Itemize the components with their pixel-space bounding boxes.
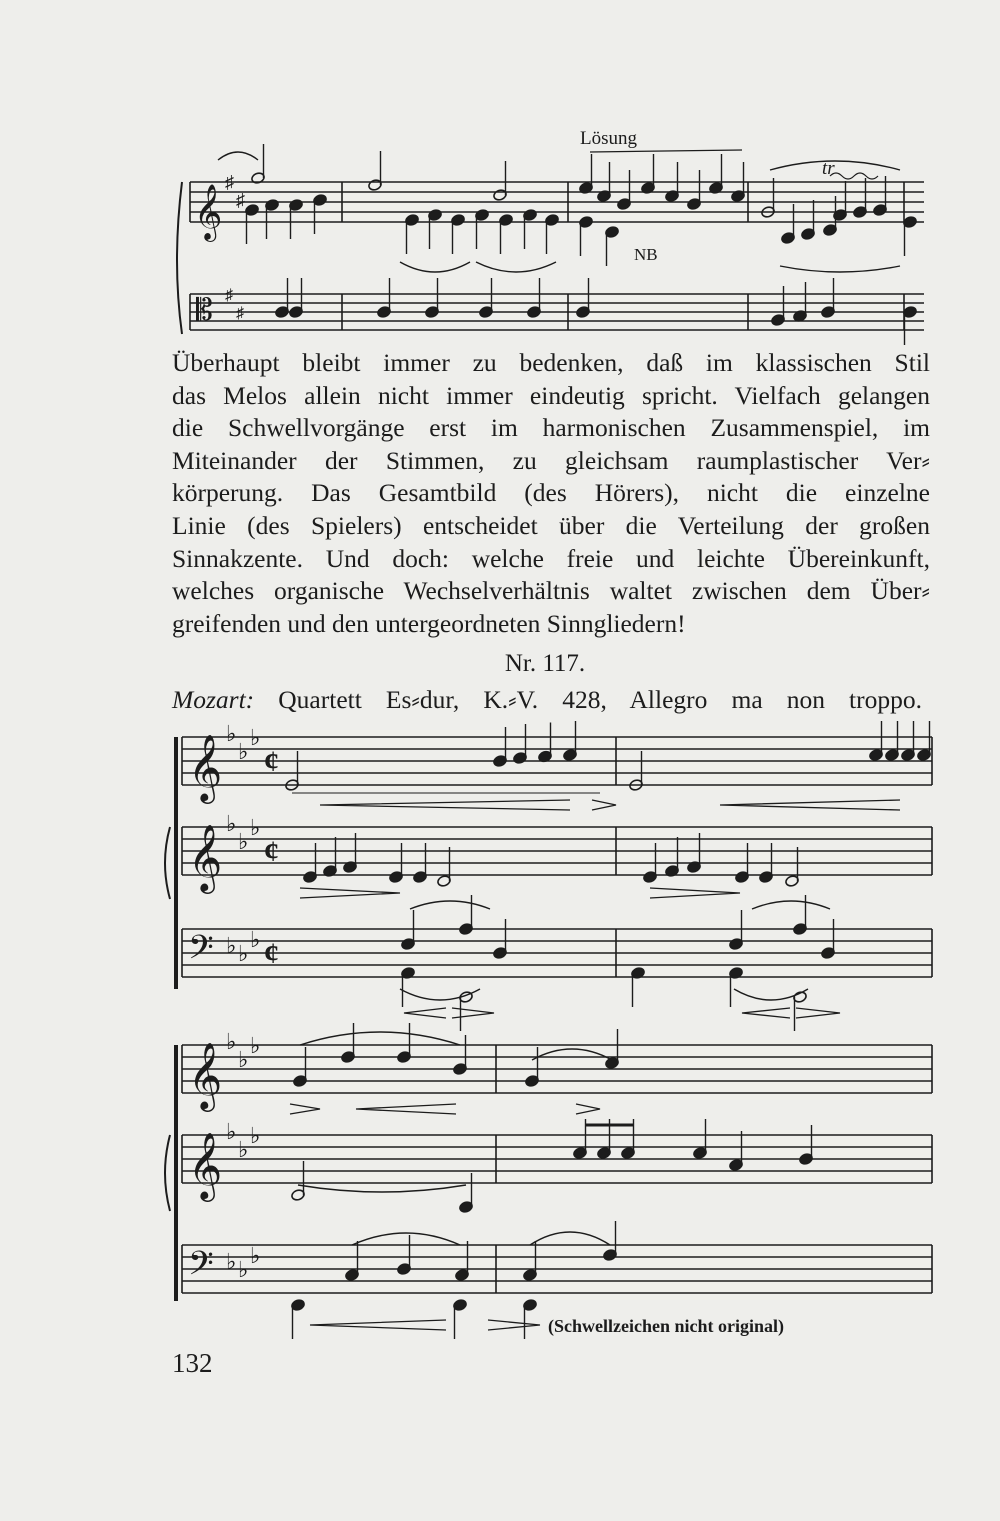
- flat-icon: ♭: [238, 1257, 249, 1282]
- paragraph-line: körperung. Das Gesamtbild (des Hörers), nicht die einzelne: [172, 478, 930, 508]
- slur: [476, 262, 556, 272]
- brace-icon: [177, 182, 182, 334]
- flat-icon: ♭: [238, 1137, 249, 1162]
- clef-icon: 𝄞: [188, 1131, 223, 1199]
- flat-icon: ♭: [226, 811, 237, 836]
- trill-wave: [830, 173, 878, 179]
- slur: [300, 1032, 460, 1045]
- clef-icon: 𝄞: [188, 733, 223, 801]
- work-title: Quartett Es⸗dur, K.⸗V. 428, Allegro ma non troppo.: [278, 685, 923, 714]
- body-paragraph: [172, 347, 930, 640]
- slur: [780, 266, 900, 272]
- slur: [752, 901, 830, 909]
- flat-icon: ♭: [226, 1029, 237, 1054]
- flat-icon: ♭: [250, 815, 261, 840]
- beam: [590, 150, 742, 152]
- paragraph-line: Sinnakzente. Und doch: welche freie und leichte Übereinkunft,: [172, 543, 930, 573]
- music-example-mozart: [0, 715, 1000, 1345]
- slur: [770, 161, 900, 170]
- flat-icon: ♭: [250, 725, 261, 750]
- paragraph-line: Miteinander der Stimmen, zu gleichsam raumplastischer Ver⸗: [172, 445, 930, 475]
- sharp-icon: ♯: [236, 305, 244, 322]
- brace-icon: [165, 827, 170, 899]
- flat-icon: ♭: [238, 941, 249, 966]
- sharp-icon: ♯: [236, 190, 245, 210]
- paragraph-line: welches organische Wechselverhältnis waltet zwischen dem Über⸗: [172, 576, 930, 606]
- slur: [532, 1049, 612, 1060]
- flat-icon: ♭: [226, 933, 237, 958]
- composer-name: Mozart:: [172, 685, 255, 714]
- page-number: 132: [172, 1348, 213, 1378]
- time-signature-icon: ¢: [264, 937, 279, 970]
- music-example-top: [0, 0, 1000, 345]
- example-caption: [172, 685, 922, 715]
- time-signature-icon: ¢: [264, 745, 279, 778]
- sharp-icon: ♯: [225, 172, 234, 192]
- dynamics-hairpin: [650, 888, 740, 898]
- slur: [530, 1232, 610, 1245]
- paragraph-line: greifenden und den untergeordneten Sinngliedern!: [172, 608, 686, 638]
- dynamics-hairpin: [404, 1008, 446, 1018]
- slur: [400, 989, 480, 1000]
- dynamics-hairpin: [742, 1008, 790, 1018]
- slur: [734, 989, 808, 1000]
- paragraph-line: Linie (des Spielers) entscheidet über die Verteilung der großen: [172, 510, 930, 540]
- clef-icon: 𝄞: [194, 184, 223, 240]
- brace-icon: [165, 1135, 170, 1211]
- flat-icon: ♭: [238, 1047, 249, 1072]
- flat-icon: ♭: [250, 927, 261, 952]
- flat-icon: ♭: [238, 829, 249, 854]
- annotation-nb: NB: [634, 245, 658, 264]
- dynamics-hairpin: [310, 1320, 446, 1330]
- dynamics-hairpin: [320, 800, 570, 810]
- dynamics-hairpin: [300, 888, 400, 898]
- slur: [410, 901, 490, 909]
- flat-icon: ♭: [226, 1119, 237, 1144]
- slur: [352, 1233, 460, 1245]
- slur: [400, 262, 470, 272]
- flat-icon: ♭: [226, 721, 237, 746]
- flat-icon: ♭: [226, 1249, 237, 1274]
- flat-icon: ♭: [250, 1123, 261, 1148]
- dynamics-hairpin: [356, 1104, 456, 1114]
- clef-icon: 𝄢: [188, 929, 214, 975]
- dynamics-hairpin: [592, 800, 616, 810]
- dynamics-hairpin: [290, 1104, 320, 1114]
- clef-icon: 𝄢: [188, 1245, 214, 1291]
- time-signature-icon: ¢: [264, 835, 279, 868]
- example-number: Nr. 117.: [504, 650, 586, 677]
- dynamics-hairpin: [576, 1104, 600, 1114]
- paragraph-line: die Schwellvorgänge erst im harmonischen Zusammenspiel, im: [172, 413, 930, 443]
- slur: [298, 1185, 466, 1192]
- annotation-trill: tr: [822, 158, 835, 179]
- dynamics-hairpin: [488, 1320, 540, 1330]
- footnote: (Schwellzeichen nicht original): [548, 1316, 784, 1336]
- clef-icon: 𝄞: [188, 1041, 223, 1109]
- clef-icon: 𝄡: [196, 293, 213, 328]
- paragraph-line: das Melos allein nicht immer eindeutig spricht. Vielfach gelangen: [172, 380, 930, 410]
- slur: [218, 152, 258, 160]
- flat-icon: ♭: [250, 1243, 261, 1268]
- flat-icon: ♭: [238, 739, 249, 764]
- flat-icon: ♭: [250, 1033, 261, 1058]
- dynamics-hairpin: [452, 1008, 494, 1018]
- sharp-icon: ♯: [225, 287, 233, 304]
- dynamics-hairpin: [720, 800, 900, 810]
- clef-icon: 𝄞: [188, 823, 223, 891]
- paragraph-line: Überhaupt bleibt immer zu bedenken, daß im klassischen Stil: [172, 348, 930, 377]
- annotation-solution: Lösung: [580, 128, 637, 149]
- dynamics-hairpin: [796, 1008, 840, 1018]
